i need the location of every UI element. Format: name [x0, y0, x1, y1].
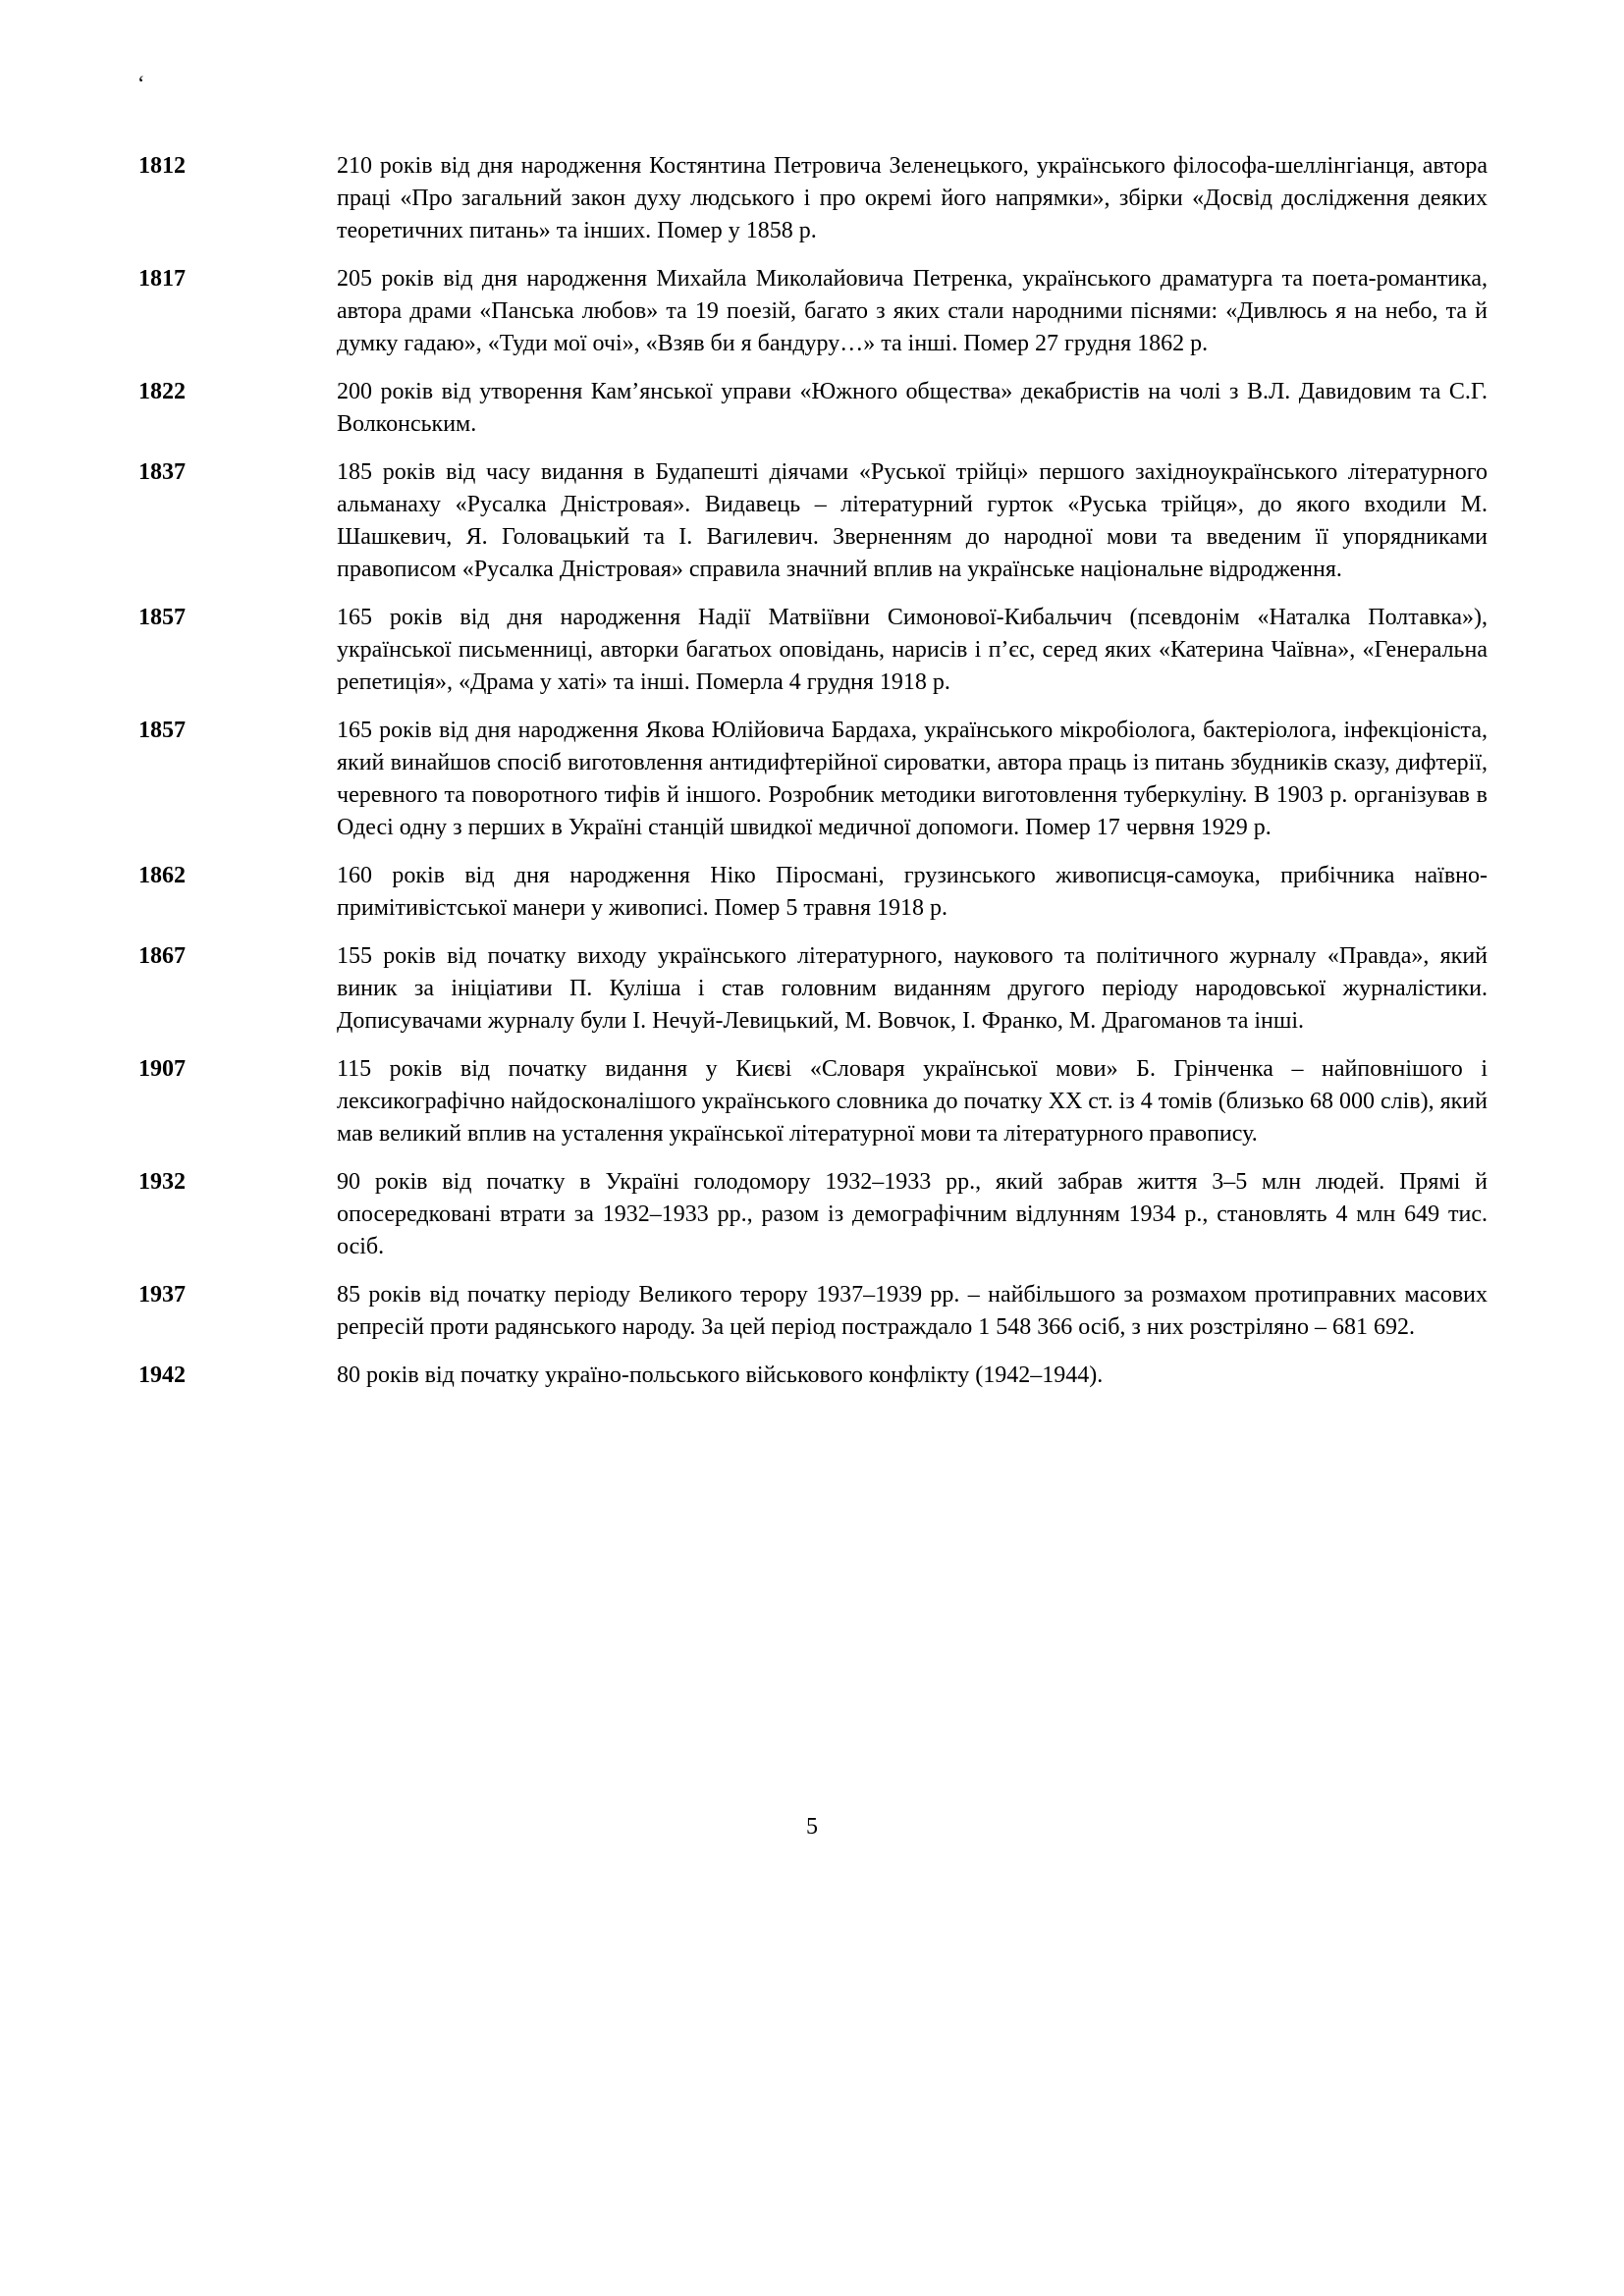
entry-text: 210 років від дня народження Костянтина Петровича Зеленецького, українського філософа-шеллінгіанця, автора праці «Про загальний закон духу людського і про окремі його напрямки», збірки «Досвід дослідження деяких теоретичних питань» та інших. Помер у 1858 р.	[337, 153, 1488, 243]
list-item	[138, 150, 1488, 247]
stray-quote-mark: ‘	[137, 71, 145, 95]
entry-text: 85 років від початку періоду Великого терору 1937–1939 рр. – найбільшого за розмахом протиправних масових репресій проти радянського народу. За цей період постраждало 1 548 366 осіб, з них розстріляно – 681 692.	[337, 1282, 1488, 1340]
entry-year: 1932	[138, 1169, 186, 1195]
entry-year: 1867	[138, 943, 186, 969]
entry-text: 185 років від часу видання в Будапешті діячами «Руської трійці» першого західноукраїнського літературного альманаху «Русалка Дністровая». Видавець – літературний гурток «Руська трійця», до якого входили М. Шашкевич, Я. Головацький та І. Вагилевич. Зверненням до народної мови та введеним її упорядниками правописом «Русалка Дністровая» справила значний вплив на українське національне відродження.	[337, 459, 1488, 582]
list-item	[138, 1279, 1488, 1344]
entry-year: 1822	[138, 379, 186, 404]
entry-year: 1937	[138, 1282, 186, 1308]
entry-year: 1857	[138, 718, 186, 743]
entry-year: 1817	[138, 266, 186, 292]
entry-text: 165 років від дня народження Якова Юлійовича Бардаха, українського мікробіолога, бактеріолога, інфекціоніста, який винайшов спосіб виготовлення антидифтерійної сироватки, автора праць із питань збудників сказу, дифтерії, черевного та поворотного тифів й іншого. Розробник методики виготовлення туберкуліну. В 1903 р. організував в Одесі одну з перших в Україні станцій швидкої медичної допомоги. Помер 17 червня 1929 р.	[337, 718, 1488, 840]
entry-year: 1812	[138, 153, 186, 179]
entry-year: 1837	[138, 459, 186, 485]
entry-year: 1942	[138, 1362, 186, 1388]
list-item	[138, 376, 1488, 441]
entry-text: 205 років від дня народження Михайла Миколайовича Петренка, українського драматурга та поета-романтика, автора драми «Панська любов» та 19 поезій, багато з яких стали народними піснями: «Дивлюсь я на небо, та й думку гадаю», «Туди мої очі», «Взяв би я бандуру…» та інші. Помер 27 грудня 1862 р.	[337, 266, 1488, 356]
list-item	[138, 1360, 1488, 1392]
entry-year: 1857	[138, 605, 186, 630]
entry-text: 155 років від початку виходу українського літературного, наукового та політичного журналу «Правда», який виник за ініціативи П. Куліша і став головним виданням другого періоду народовської журналістики. Дописувачами журналу були І. Нечуй-Левицький, М. Вовчок, І. Франко, М. Драгоманов та інші.	[337, 943, 1488, 1034]
page-number: 5	[806, 1814, 818, 1840]
entry-text: 165 років від дня народження Надії Матвіївни Симонової-Кибальчич (псевдонім «Наталка Полтавка»), української письменниці, авторки багатьох оповідань, нарисів і п’єс, серед яких «Катерина Чаївна», «Генеральна репетиція», «Драма у хаті» та інші. Померла 4 грудня 1918 р.	[337, 605, 1488, 695]
list-item	[138, 456, 1488, 586]
entry-year: 1862	[138, 863, 186, 888]
entry-text: 200 років від утворення Кам’янської управи «Южного общества» декабристів на чолі з В.Л. Давидовим та С.Г. Волконським.	[337, 379, 1488, 437]
entry-year: 1907	[138, 1056, 186, 1082]
entry-text: 80 років від початку україно-польського військового конфлікту (1942–1944).	[337, 1362, 1104, 1388]
entry-text: 115 років від початку видання у Києві «Словаря української мови» Б. Грінченка – найповнішого і лексикографічно найдосконалішого українського словника до початку ХХ ст. із 4 томів (близько 68 000 слів), який мав великий вплив на усталення української літературної мови та літературного правопису.	[337, 1056, 1488, 1147]
list-item	[138, 860, 1488, 925]
list-item	[138, 263, 1488, 360]
list-item	[138, 940, 1488, 1038]
entry-text: 160 років від дня народження Ніко Піросмані, грузинського живописця-самоука, прибічника наївно-примітивістської манери у живописі. Помер 5 травня 1918 р.	[337, 863, 1488, 921]
anniversary-list	[138, 150, 1488, 1408]
list-item	[138, 602, 1488, 699]
list-item	[138, 1166, 1488, 1263]
list-item	[138, 715, 1488, 844]
list-item	[138, 1053, 1488, 1150]
entry-text: 90 років від початку в Україні голодомору 1932–1933 рр., який забрав життя 3–5 млн людей. Прямі й опосередковані втрати за 1932–1933 рр., разом із демографічним відлунням 1934 р., становлять 4 млн 649 тис. осіб.	[337, 1169, 1488, 1259]
